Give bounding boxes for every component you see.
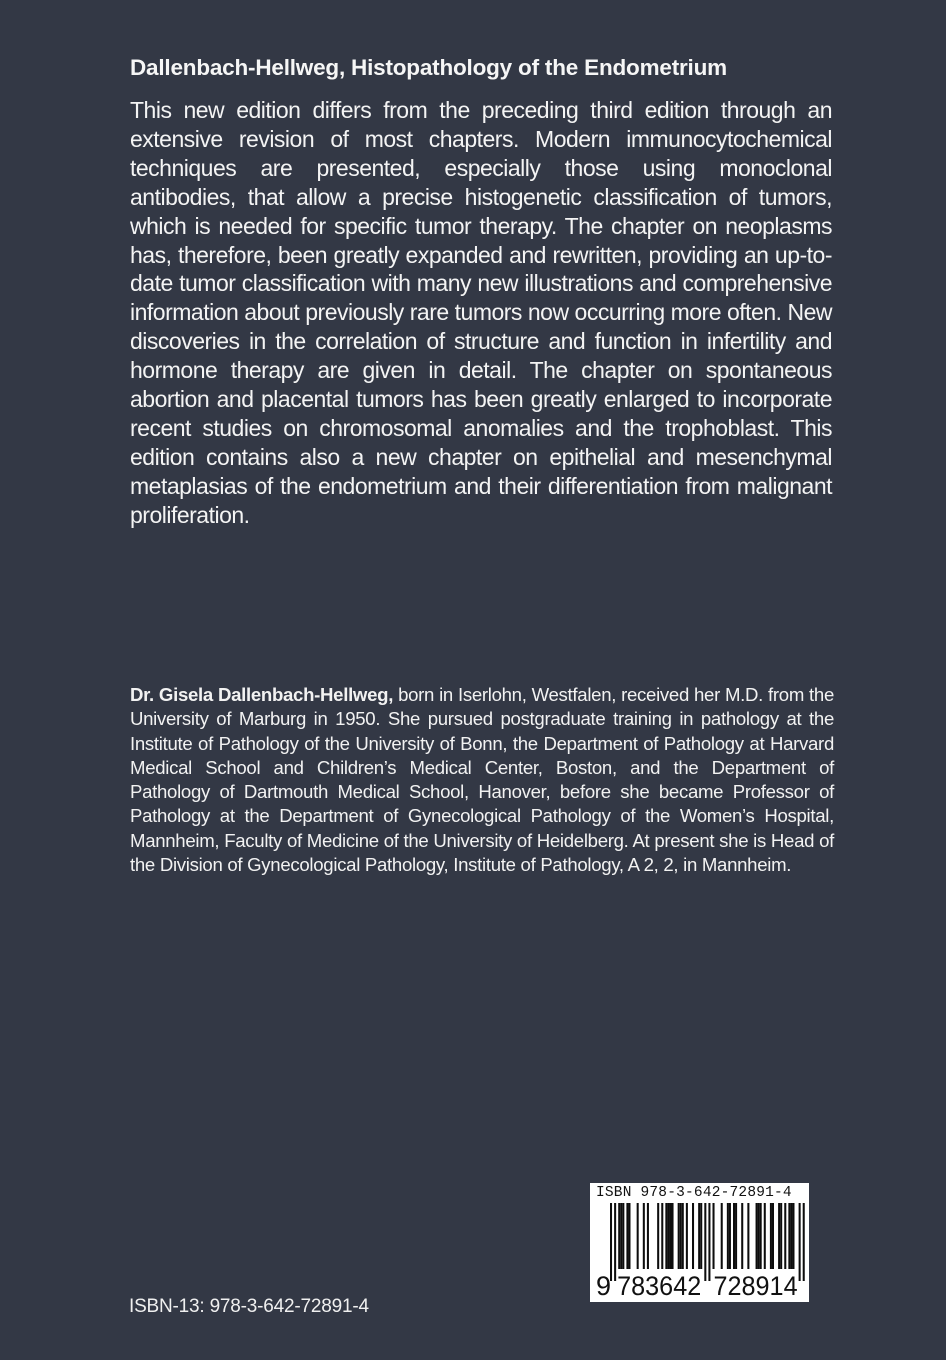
- barcode-bar: [790, 1203, 792, 1269]
- barcode-bar: [637, 1203, 639, 1269]
- barcode-bar: [665, 1203, 667, 1269]
- barcode-bar: [747, 1203, 749, 1269]
- barcode-bar: [686, 1203, 688, 1269]
- barcode-bar: [770, 1203, 772, 1269]
- barcode-bar: [667, 1203, 669, 1269]
- barcode-bar: [628, 1203, 630, 1269]
- barcode-bar: [708, 1203, 710, 1281]
- barcode-bar: [698, 1203, 700, 1269]
- barcode-bar: [780, 1203, 782, 1269]
- book-description: This new edition differs from the preceding third edition through an extensive revision of most chapters. Modern immunocytochemical techniques are presented, especially those using monoclonal antibodies, that allow a precise histogenetic classification of tumors, which is needed for specific tumor therapy. The chapter on neoplasms has, therefore, been greatly expanded and rewritten, providing an up-to-date tumor classification with many new illustrations and comprehensive information about previously rare tumors now occurring more often. New discoveries in the correlation of structure and function in infertility and hormone therapy are given in detail. The chapter on spontaneous abortion and placental tumors has been greatly enlarged to incorporate recent studies on chromosomal anomalies and the trophoblast. This edition contains also a new chapter on epithelial and mesenchymal metaplasias of the endometrium and their differentiation from malignant proliferation.: [130, 97, 832, 528]
- barcode-bar: [622, 1203, 624, 1269]
- barcode-bars: [590, 1183, 809, 1302]
- isbn-barcode: [590, 1183, 809, 1302]
- barcode-bar: [741, 1203, 743, 1269]
- barcode-bar: [727, 1203, 729, 1269]
- barcode-bar: [692, 1203, 694, 1269]
- barcode-bar: [735, 1203, 737, 1269]
- barcode-bar: [614, 1203, 616, 1281]
- barcode-bar: [772, 1203, 774, 1269]
- barcode-bar: [758, 1203, 760, 1269]
- barcode-bar: [713, 1203, 715, 1269]
- barcode-bar: [760, 1203, 762, 1269]
- barcode-digits: 783642: [617, 1271, 702, 1301]
- barcode-bar: [788, 1203, 790, 1269]
- author-name: Dr. Gisela Dallenbach-Hellweg,: [130, 684, 394, 705]
- author-biography: [130, 683, 834, 877]
- barcode-bar: [620, 1203, 622, 1269]
- barcode-digits: 9: [596, 1271, 612, 1301]
- barcode-bar: [700, 1203, 702, 1269]
- barcode-bar: [647, 1203, 649, 1269]
- barcode-bar: [704, 1203, 706, 1281]
- barcode-bar: [729, 1203, 731, 1269]
- barcode-bar: [610, 1203, 612, 1281]
- barcode-bar: [626, 1203, 628, 1269]
- barcode-bar: [661, 1203, 663, 1269]
- barcode-bar: [764, 1203, 766, 1269]
- barcode-bar: [618, 1203, 620, 1269]
- barcode-bar: [756, 1203, 758, 1269]
- barcode-bar: [792, 1203, 794, 1269]
- barcode-bar: [784, 1203, 786, 1269]
- barcode-digits: 728914: [713, 1271, 798, 1301]
- barcode-bar: [678, 1203, 680, 1269]
- barcode-bar: [799, 1203, 801, 1281]
- barcode-isbn-label: ISBN 978-3-642-72891-4: [596, 1185, 792, 1201]
- barcode-bar: [682, 1203, 684, 1269]
- barcode-bar: [778, 1203, 780, 1269]
- barcode-bar: [721, 1203, 723, 1269]
- barcode-bar: [669, 1203, 671, 1269]
- barcode-bar: [672, 1203, 674, 1269]
- book-title: Dallenbach-Hellweg, Histopathology of the Endometrium: [130, 55, 727, 80]
- barcode-bar: [657, 1203, 659, 1269]
- barcode-bar: [643, 1203, 645, 1269]
- barcode-bar: [680, 1203, 682, 1269]
- isbn-13-text: ISBN-13: 978-3-642-72891-4: [129, 1296, 369, 1317]
- barcode-bar: [733, 1203, 735, 1269]
- author-bio-text: born in Iserlohn, Westfalen, received her M.D. from the University of Marburg in 1950. She pursued postgraduate training in pathology at the Institute of Pathology of the University of Bonn, the Department of Pathology at Harvard Medical School and Children’s Medical Center, Boston, and the Department of Pathology of Dartmouth Medical School, Hanover, before she became Professor of Pathology at the Department of Gynecological Pathology of the Women’s Hospital, Mannheim, Faculty of Medicine of the University of Heidelberg. At present she is Head of the Division of Gynecological Pathology, Institute of Pathology, A 2, 2, in Mannheim.: [130, 684, 834, 876]
- barcode-bar: [803, 1203, 805, 1281]
